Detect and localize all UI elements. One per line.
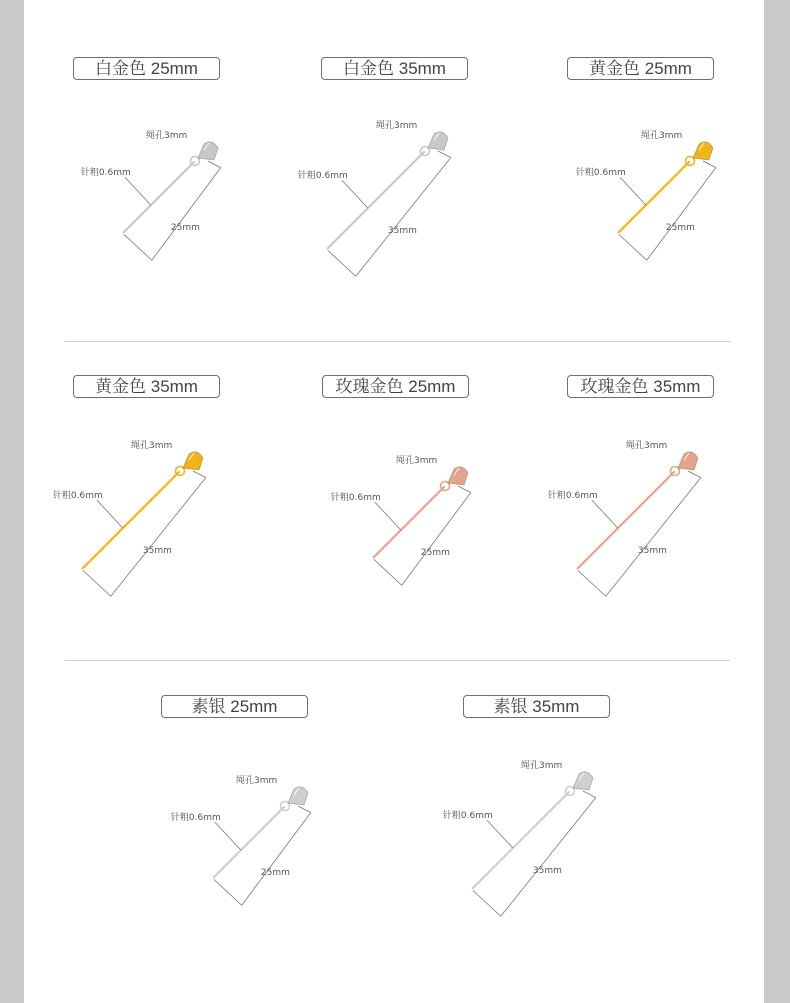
thickness-label: 针粗0.6mm (330, 493, 381, 504)
dimension-tick (473, 890, 501, 916)
length-dimension-line (356, 158, 451, 277)
dimension-tick (298, 806, 311, 813)
pin-diagram-white-gold (297, 100, 470, 300)
length-dimension-line (152, 168, 221, 261)
pin-diagram-rose-gold (547, 420, 720, 620)
row-divider (65, 660, 730, 661)
thickness-leader (592, 500, 618, 528)
pin-diagram-yellow-gold (565, 110, 735, 310)
pin-diagram-yellow-gold (52, 420, 225, 620)
thickness-label: 针粗0.6mm (52, 491, 103, 502)
pin-diagram-rose-gold (320, 435, 490, 635)
product-label: 玫瑰金色 35mm (567, 375, 714, 398)
hole-size-label: 绳孔3mm (626, 441, 668, 451)
pin-diagram-silver (160, 755, 330, 955)
hole-size-label: 绳孔3mm (236, 776, 278, 786)
length-label: 35mm (637, 546, 667, 557)
dimension-tick (458, 486, 471, 493)
length-label: 35mm (532, 866, 562, 877)
hole-size-label: 绳孔3mm (146, 131, 188, 141)
product-label: 白金色 25mm (73, 57, 220, 80)
product-label: 白金色 35mm (321, 57, 468, 80)
product-label: 黄金色 25mm (567, 57, 714, 80)
dimension-tick (374, 559, 402, 585)
thickness-leader (487, 820, 513, 848)
length-label: 35mm (142, 546, 172, 557)
hole-size-label: 绳孔3mm (521, 761, 563, 771)
hole-size-label: 绳孔3mm (641, 131, 683, 141)
hole-size-label: 绳孔3mm (396, 456, 438, 466)
length-label: 35mm (387, 226, 417, 237)
pin-wire (124, 162, 194, 232)
length-label: 25mm (170, 223, 200, 234)
hole-size-label: 绳孔3mm (376, 121, 418, 131)
pin-wire (214, 807, 284, 877)
length-dimension-line (111, 478, 206, 597)
dimension-tick (578, 570, 606, 596)
dimension-tick (328, 250, 356, 276)
product-label: 素银 25mm (161, 695, 308, 718)
thickness-label: 针粗0.6mm (442, 811, 493, 822)
thickness-leader (375, 502, 401, 530)
length-dimension-line (402, 493, 471, 586)
length-dimension-line (606, 478, 701, 597)
dimension-tick (619, 234, 647, 260)
dimension-tick (688, 471, 701, 478)
thickness-leader (620, 177, 646, 205)
pin-diagram-white-gold (70, 110, 240, 310)
thickness-label: 针粗0.6mm (297, 171, 348, 182)
dimension-tick (438, 151, 451, 158)
thickness-label: 针粗0.6mm (170, 813, 221, 824)
pin-wire (619, 162, 689, 232)
length-dimension-line (242, 813, 311, 906)
length-label: 25mm (665, 223, 695, 234)
thickness-leader (342, 180, 368, 208)
dimension-tick (83, 570, 111, 596)
length-label: 25mm (260, 868, 290, 879)
pin-wire (374, 487, 444, 557)
thickness-label: 针粗0.6mm (547, 491, 598, 502)
hole-size-label: 绳孔3mm (131, 441, 173, 451)
dimension-tick (214, 879, 242, 905)
thickness-label: 针粗0.6mm (80, 168, 131, 179)
thickness-leader (97, 500, 123, 528)
row-divider (65, 341, 730, 342)
dimension-tick (124, 234, 152, 260)
product-label: 黄金色 35mm (73, 375, 220, 398)
length-dimension-line (647, 168, 716, 261)
thickness-leader (215, 822, 241, 850)
dimension-tick (208, 161, 221, 168)
pin-diagram-silver (442, 740, 615, 940)
dimension-tick (583, 791, 596, 798)
length-label: 25mm (420, 548, 450, 559)
thickness-label: 针粗0.6mm (575, 168, 626, 179)
dimension-tick (193, 471, 206, 478)
length-dimension-line (501, 798, 596, 917)
product-label: 玫瑰金色 25mm (322, 375, 469, 398)
thickness-leader (125, 177, 151, 205)
product-label: 素银 35mm (463, 695, 610, 718)
dimension-tick (703, 161, 716, 168)
